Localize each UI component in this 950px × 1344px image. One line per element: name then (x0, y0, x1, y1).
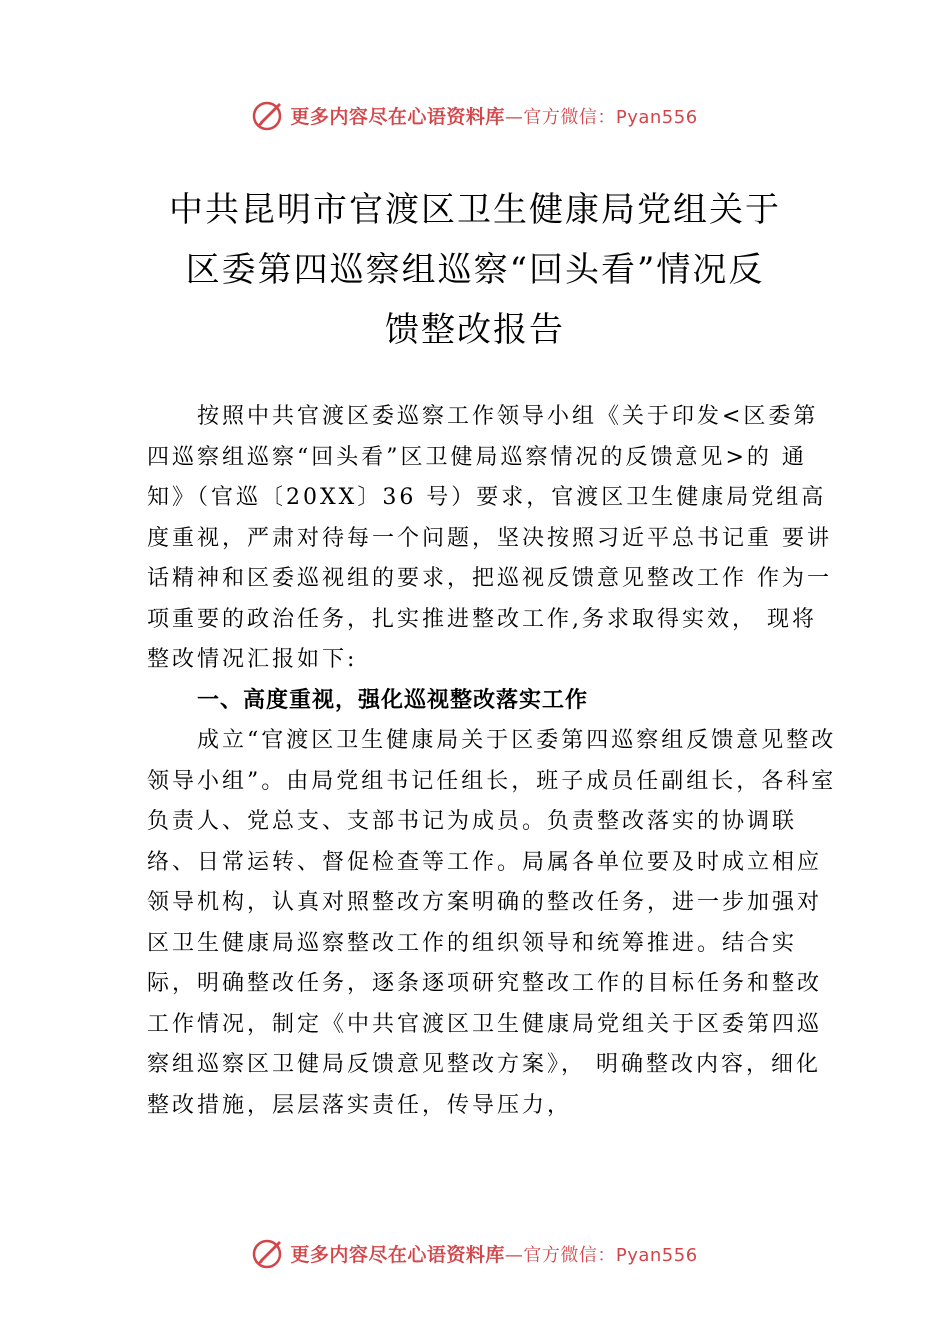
intro-paragraph: 按照中共官渡区委巡察工作领导小组《关于印发<区委第四巡察组巡察“回头看”区卫健局巡察情况的反馈意见>的 通知》（官巡〔20XX〕36 号）要求，官渡区卫生健康局党组高度重视，严肃对待每一个问题，坚决按照习近平总书记重 要讲话精神和区委巡视组的要求，把巡视反馈意见整改工作 作为一项重要的政治任务，扎实推进整改工作,务求取得实效， 现将整改情况汇报如下: (147, 404, 832, 672)
banner-text (290, 102, 697, 129)
banner-sub-text: —官方微信：Pyan556 (504, 106, 698, 128)
title-line-3: 馈整改报告 (385, 310, 565, 350)
brush-logo-icon (252, 98, 286, 132)
bottom-banner (0, 1233, 950, 1273)
title-line-2: 区委第四巡察组巡察“回头看”情况反 (185, 250, 765, 290)
document-body (147, 397, 837, 1126)
section-heading-1: 一、高度重视，强化巡视整改落实工作 (197, 687, 589, 713)
banner-sub-text: —官方微信：Pyan556 (504, 1244, 698, 1266)
banner-main-text: 更多内容尽在心语资料库 (290, 105, 505, 128)
banner-text (290, 1240, 697, 1267)
title-line-1: 中共昆明市官渡区卫生健康局党组关于 (169, 190, 781, 230)
document-title (0, 180, 950, 360)
banner-main-text: 更多内容尽在心语资料库 (290, 1243, 505, 1266)
section-1-paragraph: 成立“官渡区卫生健康局关于区委第四巡察组反馈意见整改领导小组”。由局党组书记任组长，班子成员任副组长，各科室负责人、党总支、支部书记为成员。负责整改落实的协调联络、日常运转、督促检查等工作。局属各单位要及时成立相应领导机构，认真对照整改方案明确的整改任务，进一步加强对区卫生健康局巡察整改工作的组织领导和统筹推进。结合实际，明确整改任务，逐条逐项研究整改工作的目标任务和整改工作情况，制定《中共官渡区卫生健康局党组关于区委第四巡察组巡察区卫健局反馈意见整改方案》， 明确整改内容，细化整改措施，层层落实责任，传导压力， (147, 728, 837, 1118)
brush-logo-icon (252, 1236, 286, 1270)
top-banner (0, 95, 950, 135)
